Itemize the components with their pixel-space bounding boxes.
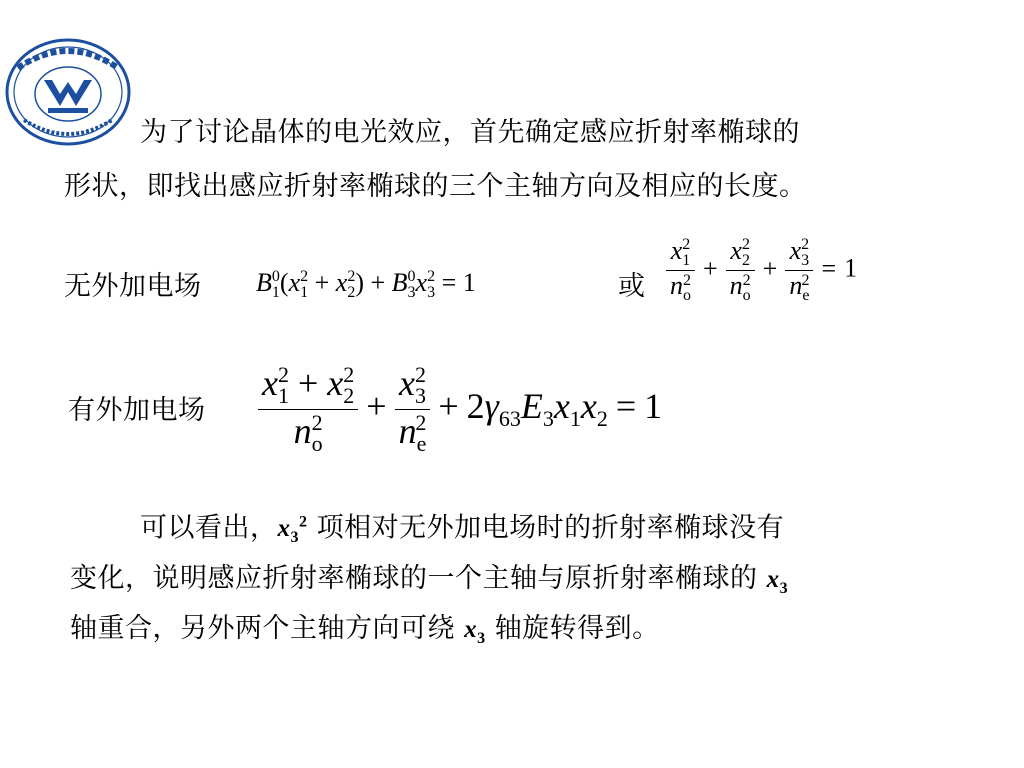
equation-with-field: $\frac{x_1^2 + x_2^2}{n_o^2}$ + $\frac{x_3^2}{n_e^2}$ + $2\gamma_{63}E_3x_1x_2 = 1$ <box>258 362 662 457</box>
x3-axis-term: $x_3$ <box>766 566 789 597</box>
or-word: 或 <box>618 271 646 302</box>
intro-line-2: 形状，即找出感应折射率椭球的三个主轴方向及相应的长度。 <box>64 171 807 202</box>
conclusion-line-1: 可以看出，$x_3^2$ 项相对无外加电场时的折射率椭球没有 <box>140 512 785 547</box>
with-field-label: 有外加电场 <box>68 395 206 426</box>
x3-axis-term-2: $x_3$ <box>464 616 486 647</box>
xidian-university-logo <box>4 38 132 146</box>
no-field-label: 无外加电场 <box>64 271 202 302</box>
conclusion-line-2: 变化，说明感应折射率椭球的一个主轴与原折射率椭球的 $x_3$ <box>70 563 789 597</box>
x3-squared-term: $x_3^2$ <box>277 514 308 547</box>
conclusion-line-3: 轴重合，另外两个主轴方向可绕 $x_3$ 轴旋转得到。 <box>70 613 660 647</box>
equation-index-ellipsoid: $\frac{x_1^2}{n_o^2}$ + $\frac{x_2^2}{n_o^2}$ + $\frac{x_3^2}{n_e^2}$ = 1 <box>666 236 857 305</box>
equation-no-field: $B_1^0(x_1^2 + x_2^2) + B_3^0x_3^2 = 1$ <box>256 268 476 302</box>
intro-line-1: 为了讨论晶体的电光效应，首先确定感应折射率椭球的 <box>140 117 800 148</box>
